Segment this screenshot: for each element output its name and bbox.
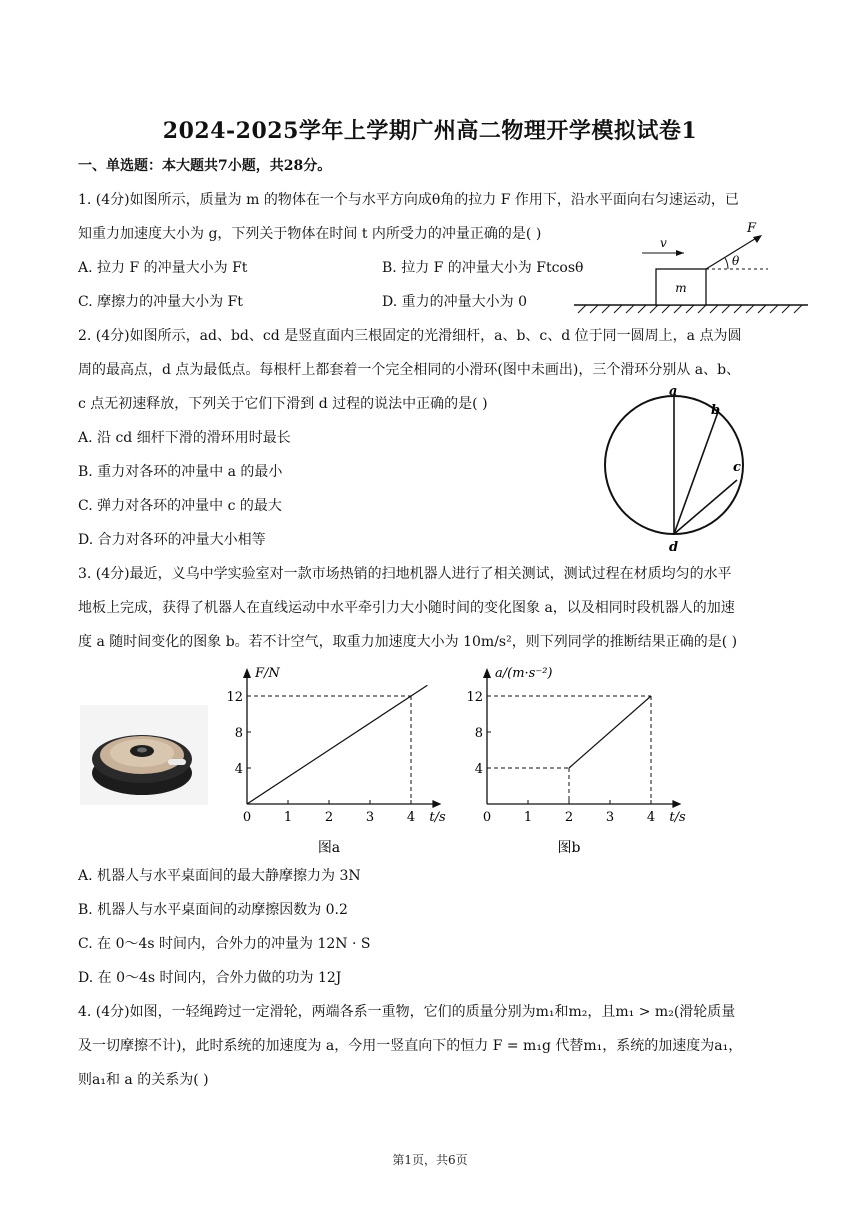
- q1-line-2: 知重力加速度大小为 g，下列关于物体在时间 t 内所受力的冲量正确的是( ): [78, 226, 542, 242]
- point-b-label: b: [711, 403, 721, 418]
- q4-line-2: 及一切摩擦不计)，此时系统的加速度为 a，今用一竖直向下的恒力 F = m₁g 代替m₁，系统的加速度为a₁，: [78, 1038, 743, 1054]
- force-label: F: [747, 221, 757, 236]
- y-axis-label: a/(m·s⁻²): [495, 666, 553, 681]
- x-axis-label: t/s: [429, 810, 446, 825]
- q1-block-figure: [572, 215, 812, 320]
- q2-line-1: 2. (4分)如图所示，ad、bd、cd 是竖直面内三根固定的光滑细杆，a、b、c、d 位于同一圆周上，a 点为圆: [78, 328, 742, 344]
- velocity-label: v: [660, 236, 667, 250]
- q3-option-b: B. 机器人与水平桌面间的动摩擦因数为 0.2: [78, 902, 348, 918]
- q1-option-b: B. 拉力 F 的冲量大小为 Ftcosθ: [382, 260, 584, 276]
- point-d-label: d: [669, 540, 679, 555]
- q2-line-2: 周的最高点，d 点为最低点。每根杆上都套着一个完全相同的小滑环(图中未画出)，三个滑环分别从 a、b、: [78, 362, 741, 378]
- q3-line-3: 度 a 随时间变化的图象 b。若不计空气，取重力加速度大小为 10m/s²，则下列同学的推断结果正确的是( ): [78, 634, 738, 650]
- x-axis-arrow: [672, 800, 681, 808]
- x-tick-label: 3: [605, 810, 615, 825]
- y-axis-arrow: [483, 668, 491, 678]
- robot-vacuum-image: [80, 705, 208, 805]
- page-footer: 第1页，共6页: [392, 1153, 468, 1167]
- q4-line-3: 则a₁和 a 的关系为( ): [78, 1072, 209, 1088]
- point-a-label: a: [669, 385, 678, 399]
- data-line: [247, 685, 427, 804]
- q1-option-d: D. 重力的冲量大小为 0: [382, 294, 527, 310]
- chart-caption: 图a: [317, 840, 341, 856]
- section-heading: 一、单选题：本大题共7小题，共28分。: [78, 158, 332, 174]
- q2-circle-figure: [590, 385, 780, 555]
- y-tick-label: 4: [234, 762, 243, 777]
- x-tick-label: 4: [406, 810, 416, 825]
- y-tick-label: 12: [466, 690, 483, 705]
- y-axis-label: F/N: [255, 666, 280, 681]
- exam-title: 2024-2025学年上学期广州高二物理开学模拟试卷1: [162, 118, 698, 144]
- q3-option-c: C. 在 0～4s 时间内，合外力的冲量为 12N · S: [78, 936, 371, 952]
- x-axis-label: t/s: [669, 810, 686, 825]
- q4-line-1: 4. (4分)如图，一轻绳跨过一定滑轮，两端各系一重物，它们的质量分别为m₁和m₂，且m₁ > m₂(滑轮质量: [78, 1004, 736, 1020]
- x-tick-label: 4: [646, 810, 656, 825]
- acceleration-time-chart: [465, 660, 700, 860]
- x-tick-label: 2: [324, 810, 334, 825]
- q3-option-a: A. 机器人与水平桌面间的最大静摩擦力为 3N: [78, 868, 361, 884]
- q1-option-c: C. 摩擦力的冲量大小为 Ft: [78, 294, 243, 310]
- y-tick-label: 4: [474, 762, 483, 777]
- q1-option-a: A. 拉力 F 的冲量大小为 Ft: [78, 260, 248, 276]
- angle-label: θ: [732, 254, 740, 268]
- block-label-m: m: [675, 281, 687, 295]
- x-tick-label: 2: [564, 810, 574, 825]
- q2-option-b: B. 重力对各环的冲量中 a 的最小: [78, 464, 283, 480]
- x-tick-label: 0: [482, 810, 492, 825]
- q2-line-3: c 点无初速释放，下列关于它们下滑到 d 过程的说法中正确的是( ): [78, 396, 488, 412]
- x-tick-label: 1: [523, 810, 533, 825]
- data-line: [569, 696, 651, 768]
- y-tick-label: 12: [226, 690, 243, 705]
- q2-option-d: D. 合力对各环的冲量大小相等: [78, 532, 266, 548]
- q3-line-2: 地板上完成，获得了机器人在直线运动中水平牵引力大小随时间的变化图象 a，以及相同时段机器人的加速: [78, 600, 735, 616]
- q2-option-c: C. 弹力对各环的冲量中 c 的最大: [78, 498, 282, 514]
- y-tick-label: 8: [234, 726, 243, 741]
- q3-line-1: 3. (4分)最近，义乌中学实验室对一款市场热销的扫地机器人进行了相关测试，测试过程在材质均匀的水平: [78, 566, 732, 582]
- force-time-chart: [225, 660, 460, 860]
- y-axis-arrow: [243, 668, 251, 678]
- x-axis-arrow: [432, 800, 441, 808]
- q3-option-d: D. 在 0～4s 时间内，合外力做的功为 12J: [78, 970, 342, 986]
- x-tick-label: 3: [365, 810, 375, 825]
- chart-caption: 图b: [557, 840, 581, 856]
- point-c-label: c: [733, 460, 741, 475]
- y-tick-label: 8: [474, 726, 483, 741]
- q1-line-1: 1. (4分)如图所示，质量为 m 的物体在一个与水平方向成θ角的拉力 F 作用下，沿水平面向右匀速运动，已: [78, 192, 739, 208]
- q2-option-a: A. 沿 cd 细杆下滑的滑环用时最长: [78, 430, 291, 446]
- x-tick-label: 1: [283, 810, 293, 825]
- x-tick-label: 0: [242, 810, 252, 825]
